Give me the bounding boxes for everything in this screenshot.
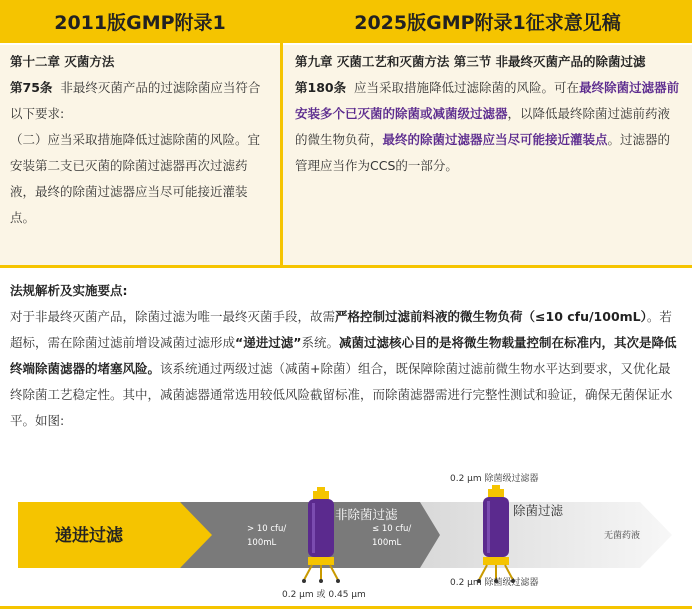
bottom-divider <box>0 606 692 609</box>
analysis-title: 法规解析及实施要点: <box>10 283 128 298</box>
stage3-label: 除菌过滤 <box>513 503 564 518</box>
right-seg1: 应当采取措施降低过滤除菌的风险。可在 <box>354 80 580 95</box>
load-high-2: 100mL <box>247 538 277 548</box>
left-header <box>0 0 280 43</box>
right-header <box>283 0 692 43</box>
left-header-title: 2011版GMP附录1 <box>54 12 226 34</box>
load-high-1: > 10 cfu/ <box>247 524 287 534</box>
output-label: 无菌药液 <box>604 531 641 541</box>
right-seg5: 。过滤器的管理应当作为CCS的一部分。 <box>295 132 671 173</box>
analysis-t4: “递进过滤” <box>235 335 302 350</box>
left-column <box>0 45 280 265</box>
analysis-t6: 减菌过滤核心目的是将微生物载量控制在标准内，其次是降低终端除菌滤器的堵塞风险。 <box>10 335 677 376</box>
stage1-label: 递进过滤 <box>55 526 123 546</box>
filtration-diagram <box>0 465 692 605</box>
load-low-1: ≤ 10 cfu/ <box>372 524 412 534</box>
right-article-no: 第180条 <box>295 80 347 95</box>
stage2-label: 非除菌过滤 <box>335 507 398 522</box>
left-item: （二）应当采取措施降低过滤除菌的风险。宜安装第二支已灭菌的除菌过滤器再次过滤药液，最终的除菌过滤器应当尽可能接近灌装点。 <box>10 132 261 225</box>
left-article <box>10 75 270 127</box>
right-header-title: 2025版GMP附录1征求意见稿 <box>354 12 621 34</box>
right-column <box>283 45 692 265</box>
right-seg4: 最终的除菌过滤器应当尽可能接近灌装点 <box>382 132 608 147</box>
filter1-label: 0.2 μm 或 0.45 μm <box>282 590 366 600</box>
analysis-body <box>10 304 682 434</box>
analysis-t2: 严格控制过滤前料液的微生物负荷（≤10 cfu/100mL） <box>335 309 647 324</box>
section-divider <box>0 265 692 268</box>
left-article-no: 第75条 <box>10 80 53 95</box>
analysis-t5: 系统。 <box>301 335 339 350</box>
right-seg2: 最终除菌过滤器前安装多个已灭菌的除菌或减菌级过滤器 <box>295 80 680 121</box>
left-article-text: 非最终灭菌产品的过滤除菌应当符合以下要求: <box>10 80 261 121</box>
analysis-t1: 对于非最终灭菌产品，除菌过滤为唯一最终灭菌手段，故需 <box>10 309 336 324</box>
right-article <box>295 75 680 179</box>
filter2-bottom-label: 0.2 μm 除菌级过滤器 <box>450 578 539 588</box>
load-low-2: 100mL <box>372 538 402 548</box>
filter2-top-label: 0.2 μm 除菌级过滤器 <box>450 474 539 484</box>
right-chapter: 第九章 灭菌工艺和灭菌方法 第三节 非最终灭菌产品的除菌过滤 <box>295 54 646 69</box>
analysis-t3: 。若超标，需在除菌过滤前增设减菌过滤形成 <box>10 309 672 350</box>
analysis-section <box>10 278 682 434</box>
right-seg3: ，以降低最终除菌过滤前药液的微生物负荷， <box>295 106 671 147</box>
analysis-t7: 该系统通过两级过滤（减菌+除菌）组合，既保障除菌过滤前微生物水平达到要求，又优化最终除菌工艺稳定性。其中，减菌滤器通常选用较低风险截留标准，而除菌滤器需进行完整性测试和验证，确保无菌保证水平。如图: <box>10 361 673 428</box>
left-chapter: 第十二章 灭菌方法 <box>10 54 115 69</box>
